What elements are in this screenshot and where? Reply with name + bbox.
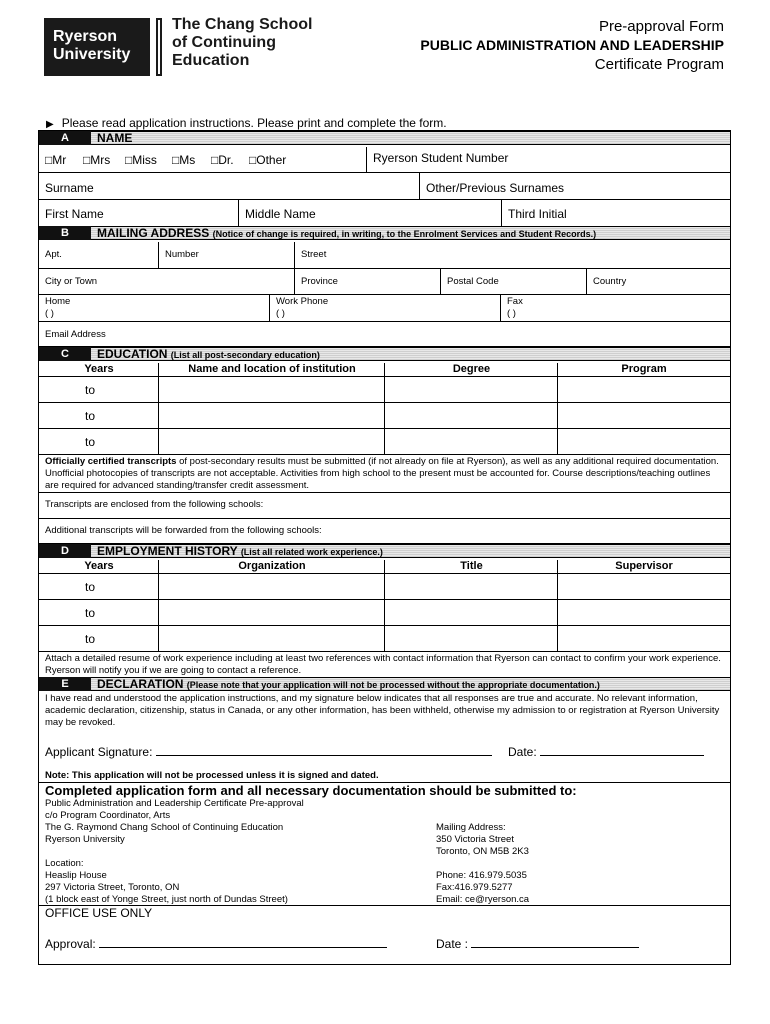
form-header <box>420 17 724 74</box>
section-b-note: (Notice of change is required, in writing, to the Enrolment Services and Student Records.) <box>212 229 597 239</box>
address-left-line: The G. Raymond Chang School of Continuing Education <box>45 822 284 833</box>
student-number-field[interactable] <box>367 147 730 172</box>
resume-notice-row <box>39 652 730 677</box>
ryerson-chang-logo <box>44 18 312 76</box>
instructions <box>46 116 447 130</box>
section-a-header <box>39 131 730 145</box>
address-left-line: Location: <box>45 858 84 869</box>
address-left-line: c/o Program Coordinator, Arts <box>45 810 171 821</box>
emp-org-header: Organization <box>238 560 306 572</box>
section-a-title: NAME <box>97 131 133 145</box>
edu-program-header: Program <box>621 363 667 375</box>
street-label: Street <box>301 249 327 260</box>
third-initial-label: Third Initial <box>508 207 567 221</box>
transcripts-forwarded-row[interactable] <box>39 519 730 544</box>
emp-supervisor-cell[interactable] <box>558 574 730 599</box>
section-b-letter: B <box>39 226 91 240</box>
logo-ryerson-line1: Ryerson <box>53 28 118 45</box>
address-left-spacer <box>45 846 304 858</box>
address-right-spacer <box>436 858 529 870</box>
emp-col-title <box>385 560 558 573</box>
transcripts-forwarded-label: Additional transcripts will be forwarded from the following schools: <box>45 525 322 536</box>
section-b-title <box>97 226 596 241</box>
office-use-title: OFFICE USE ONLY <box>45 906 153 920</box>
emp-to-label: to <box>85 632 96 646</box>
office-approval-line[interactable] <box>45 936 387 951</box>
surname-label: Surname <box>45 181 94 195</box>
office-approval-label: Approval: <box>45 937 96 951</box>
edu-institution-cell[interactable] <box>159 403 385 428</box>
student-number-label: Ryerson Student Number <box>373 151 509 165</box>
submission-address-left <box>45 798 304 906</box>
section-b-header <box>39 226 730 240</box>
section-d-title <box>97 544 383 559</box>
emp-years-cell[interactable] <box>39 626 159 651</box>
home-phone-field[interactable] <box>39 295 270 321</box>
edu-program-cell[interactable] <box>558 403 730 428</box>
employment-row <box>39 626 730 652</box>
address-right-email[interactable]: Email: ce@ryerson.ca <box>436 894 530 905</box>
emp-years-cell[interactable] <box>39 600 159 625</box>
section-d-title-text: EMPLOYMENT HISTORY <box>97 544 238 558</box>
address-right-line: 350 Victoria Street <box>436 834 514 845</box>
province-field[interactable] <box>295 269 441 294</box>
number-label: Number <box>165 249 199 260</box>
section-e-note: (Please note that your application will not be processed without the appropriate documentation.) <box>186 680 600 690</box>
email-label: Email Address <box>45 329 106 340</box>
submission-address-right <box>436 822 529 906</box>
education-row <box>39 429 730 455</box>
applicant-signature-line[interactable] <box>45 744 492 759</box>
emp-supervisor-header: Supervisor <box>615 560 673 572</box>
section-c-letter: C <box>39 347 91 361</box>
emp-to-label: to <box>85 580 96 594</box>
postal-code-label: Postal Code <box>447 276 499 287</box>
edu-degree-cell[interactable] <box>385 377 558 402</box>
chang-school-name <box>172 16 312 76</box>
emp-years-cell[interactable] <box>39 574 159 599</box>
phone-row <box>39 295 730 322</box>
section-c-note: (List all post-secondary education) <box>170 350 320 360</box>
city-field[interactable] <box>39 269 295 294</box>
middle-name-label: Middle Name <box>245 207 316 221</box>
emp-title-cell[interactable] <box>385 600 558 625</box>
emp-col-supervisor <box>558 560 730 573</box>
address-right-line: Phone: 416.979.5035 <box>436 870 527 881</box>
applicant-signature-label: Applicant Signature: <box>45 745 153 759</box>
apt-label: Apt. <box>45 249 62 260</box>
edu-program-cell[interactable] <box>558 429 730 454</box>
logo-school-line2: of Continuing <box>172 34 276 51</box>
surname-field[interactable] <box>39 173 420 199</box>
applicant-date-line[interactable] <box>508 744 704 759</box>
work-phone-area-code: ( ) <box>276 308 285 319</box>
education-row <box>39 377 730 403</box>
address-row-2 <box>39 269 730 295</box>
first-name-row <box>39 200 730 227</box>
first-name-label: First Name <box>45 207 104 221</box>
section-e-header <box>39 677 730 691</box>
number-field[interactable] <box>159 242 295 268</box>
address-row-1 <box>39 242 730 269</box>
section-e-letter: E <box>39 677 91 691</box>
transcripts-notice-row <box>39 455 730 493</box>
approval-underline[interactable] <box>99 936 387 948</box>
employment-header-row <box>39 560 730 574</box>
applicant-date-label: Date: <box>508 745 537 759</box>
section-b-title-text: MAILING ADDRESS <box>97 226 210 240</box>
logo-school-line3: Education <box>172 52 250 69</box>
checkbox-mr[interactable]: □Mr <box>45 153 67 167</box>
logo-ryerson-line2: University <box>53 46 131 63</box>
third-initial-field[interactable] <box>502 200 730 226</box>
emp-title-cell[interactable] <box>385 626 558 651</box>
edu-degree-cell[interactable] <box>385 403 558 428</box>
section-d-letter: D <box>39 544 91 558</box>
edu-col-years <box>39 363 159 376</box>
section-c-header <box>39 347 730 361</box>
edu-institution-header: Name and location of institution <box>188 363 356 375</box>
application-form <box>38 130 731 965</box>
edu-years-header: Years <box>84 363 114 375</box>
section-d-header <box>39 544 730 558</box>
surname-row <box>39 173 730 200</box>
work-phone-field[interactable] <box>270 295 501 321</box>
country-field[interactable] <box>587 269 730 294</box>
resume-notice: Attach a detailed resume of work experience including at least two references with contact information that Ryerson can contact to confirm your work experience. Ryerson will notify you if we are going to contact a reference. <box>45 653 721 676</box>
office-date-label: Date : <box>436 937 469 951</box>
edu-degree-header: Degree <box>452 363 491 375</box>
section-e-title-text: DECLARATION <box>97 677 184 691</box>
street-field[interactable] <box>295 242 730 268</box>
signed-note: Note: This application will not be processed unless it is signed and dated. <box>45 770 379 781</box>
emp-org-cell[interactable] <box>159 626 385 651</box>
section-c-title-text: EDUCATION <box>97 347 168 361</box>
emp-org-cell[interactable] <box>159 600 385 625</box>
checkbox-dr[interactable]: □Dr. <box>211 153 234 167</box>
logo-school-line1: The Chang School <box>172 16 313 33</box>
declaration-text: I have read and understood the application instructions, and my signature below indicates that all responses are true and accurate. No relevant information, academic declaration, citizenship, status in Canada, or any other information, has been withheld, otherwise my admission to or registration at Ryerson University may be revoked. <box>45 693 720 728</box>
fax-area-code: ( ) <box>507 308 516 319</box>
emp-org-cell[interactable] <box>159 574 385 599</box>
address-right-line: Toronto, ON M5B 2K3 <box>436 846 529 857</box>
triangle-right-icon: ▶ <box>46 119 54 130</box>
employment-row <box>39 600 730 626</box>
name-title-row <box>39 147 730 173</box>
apt-field[interactable] <box>39 242 159 268</box>
other-surnames-label: Other/Previous Surnames <box>426 181 565 195</box>
edu-to-label: to <box>85 383 96 397</box>
emp-supervisor-cell[interactable] <box>558 600 730 625</box>
date-underline[interactable] <box>540 744 704 756</box>
program-name: PUBLIC ADMINISTRATION AND LEADERSHIP <box>420 37 724 53</box>
transcripts-text: of post-secondary results must be submitted (if not already on file at Ryerson), as well as any additional required documentation. Unofficial photocopies of transcripts are not acceptable. Activities from high school to the present must be accounted for. Course descriptions/teaching outlines are required for advanced standing/transfer credit assessment. <box>45 456 719 491</box>
ryerson-university-logo-box <box>44 18 150 76</box>
emp-title-header: Title <box>460 560 483 572</box>
emp-col-years <box>39 560 159 573</box>
submission-heading: Completed application form and all necessary documentation should be submitted to: <box>45 783 577 798</box>
postal-code-field[interactable] <box>441 269 587 294</box>
address-right-line: Fax:416.979.5277 <box>436 882 513 893</box>
signature-underline[interactable] <box>156 744 492 756</box>
education-header-row <box>39 363 730 377</box>
province-label: Province <box>301 276 338 287</box>
transcripts-enclosed-label: Transcripts are enclosed from the following schools: <box>45 499 264 510</box>
edu-col-institution <box>159 363 385 376</box>
logo-divider-bar <box>156 18 162 76</box>
home-phone-label: Home <box>45 296 71 307</box>
address-right-line: Mailing Address: <box>436 822 506 833</box>
title-checkboxes <box>39 147 367 172</box>
edu-years-cell[interactable] <box>39 403 159 428</box>
edu-years-cell[interactable] <box>39 377 159 402</box>
transcripts-bold: Officially certified transcripts <box>45 456 177 467</box>
checkbox-ms[interactable]: □Ms <box>172 153 196 167</box>
other-surnames-field[interactable] <box>420 173 730 199</box>
office-date-line[interactable] <box>436 936 639 951</box>
checkbox-mrs[interactable]: □Mrs <box>83 153 111 167</box>
program-type: Certificate Program <box>594 56 724 73</box>
address-left-line: Public Administration and Leadership Certificate Pre-approval <box>45 798 304 809</box>
section-e-title <box>97 677 600 692</box>
home-phone-area-code: ( ) <box>45 308 54 319</box>
office-date-underline[interactable] <box>471 936 639 948</box>
edu-to-label: to <box>85 435 96 449</box>
edu-institution-cell[interactable] <box>159 377 385 402</box>
fax-field[interactable] <box>501 295 730 321</box>
email-row[interactable] <box>39 322 730 347</box>
work-phone-label: Work Phone <box>276 296 329 307</box>
edu-institution-cell[interactable] <box>159 429 385 454</box>
edu-to-label: to <box>85 409 96 423</box>
middle-name-field[interactable] <box>239 200 502 226</box>
checkbox-miss[interactable]: □Miss <box>125 153 157 167</box>
instructions-text: Please read application instructions. Please print and complete the form. <box>61 116 447 130</box>
address-left-line: (1 block east of Yonge Street, just north of Dundas Street) <box>45 894 288 905</box>
section-a-letter: A <box>39 131 91 145</box>
employment-row <box>39 574 730 600</box>
form-title: Pre-approval Form <box>598 18 724 35</box>
signed-note-row <box>39 769 730 783</box>
edu-col-degree <box>385 363 558 376</box>
edu-degree-cell[interactable] <box>385 429 558 454</box>
education-row <box>39 403 730 429</box>
address-left-line: Ryerson University <box>45 834 125 845</box>
emp-years-header: Years <box>84 560 114 572</box>
edu-program-cell[interactable] <box>558 377 730 402</box>
checkbox-other[interactable]: □Other <box>249 153 287 167</box>
transcripts-enclosed-row[interactable] <box>39 493 730 519</box>
address-left-line: 297 Victoria Street, Toronto, ON <box>45 882 180 893</box>
fax-label: Fax <box>507 296 523 307</box>
emp-col-org <box>159 560 385 573</box>
first-name-field[interactable] <box>39 200 239 226</box>
section-d-note: (List all related work experience.) <box>240 547 383 557</box>
city-label: City or Town <box>45 276 98 287</box>
address-left-line: Heaslip House <box>45 870 107 881</box>
transcripts-notice <box>45 456 723 492</box>
edu-years-cell[interactable] <box>39 429 159 454</box>
emp-to-label: to <box>85 606 96 620</box>
edu-col-program <box>558 363 730 376</box>
country-label: Country <box>593 276 627 287</box>
emp-title-cell[interactable] <box>385 574 558 599</box>
section-c-title <box>97 347 320 362</box>
emp-supervisor-cell[interactable] <box>558 626 730 651</box>
